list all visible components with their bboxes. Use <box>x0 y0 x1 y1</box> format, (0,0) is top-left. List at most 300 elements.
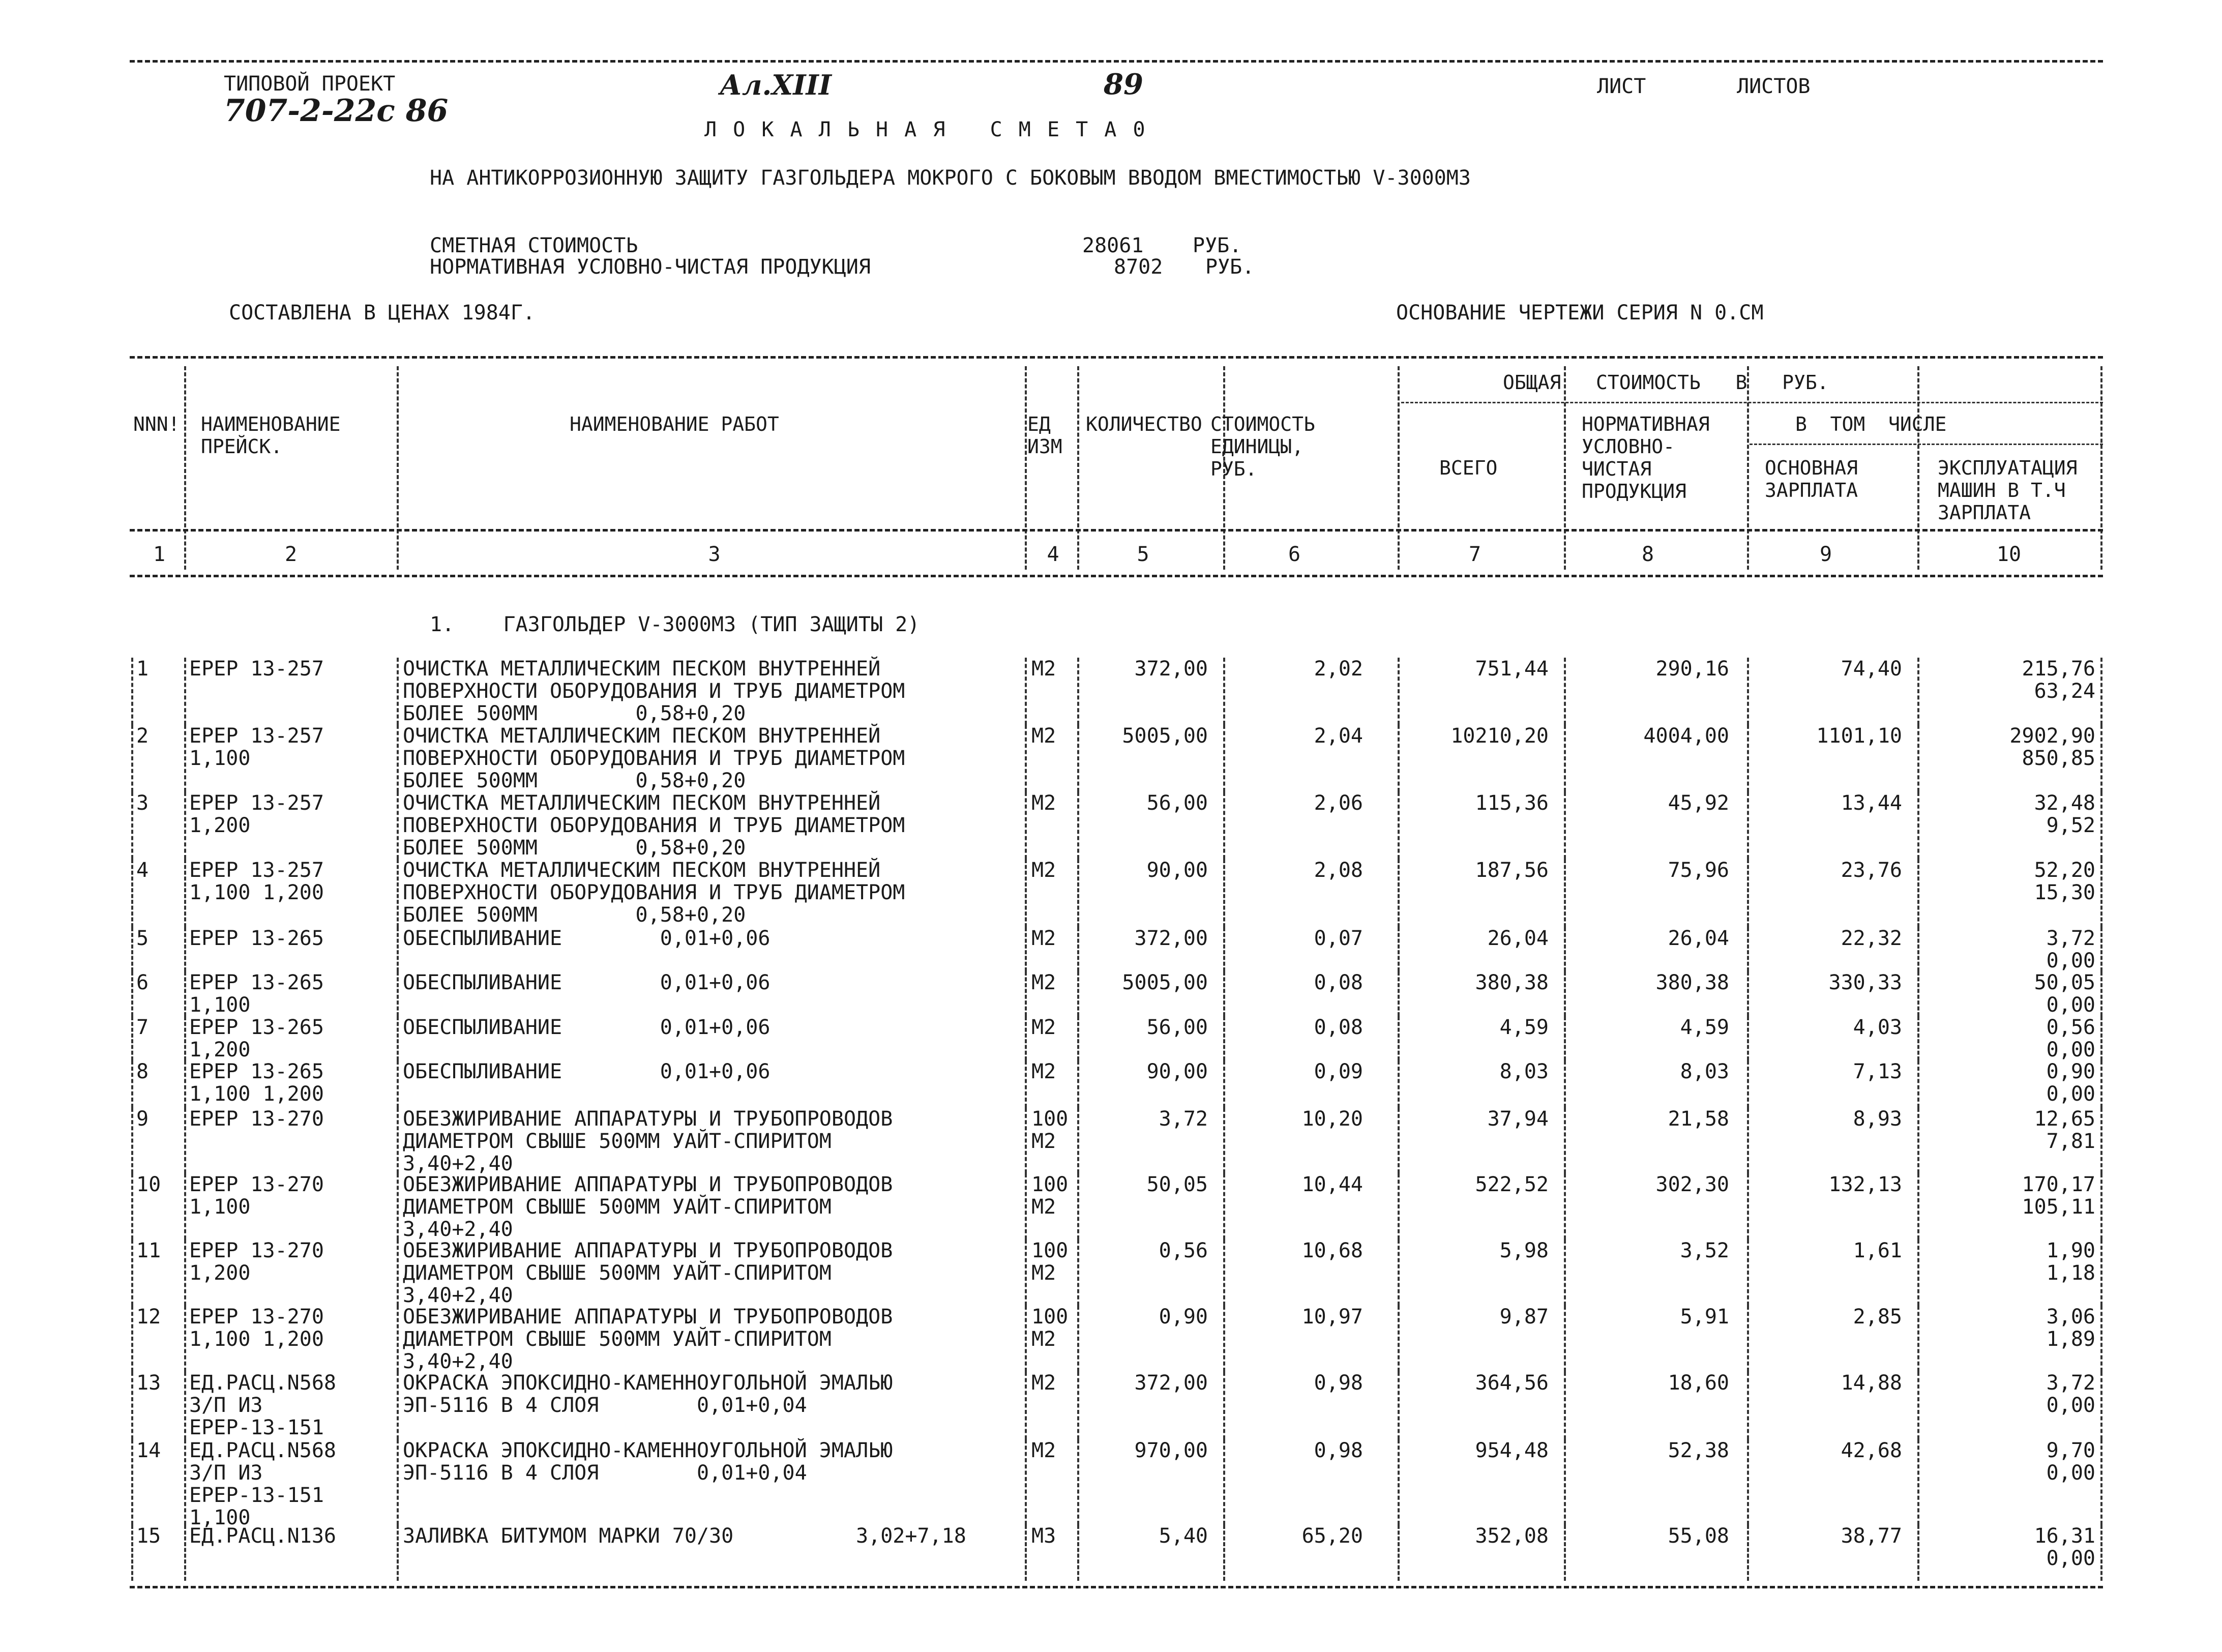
row-divider <box>397 927 399 971</box>
cell-code: ЕРЕР 13-265 1,100 <box>189 971 324 1017</box>
row-divider <box>1223 1306 1225 1372</box>
cell-code: ЕРЕР 13-265 1,100 1,200 <box>189 1060 324 1106</box>
cell-mach: 0,90 0,00 <box>2046 1060 2095 1106</box>
header-base-wage: ОСНОВНАЯ ЗАРПЛАТА <box>1765 457 1858 501</box>
row-divider <box>1564 1060 1566 1108</box>
cell-total: 26,04 <box>1487 927 1549 950</box>
row-left-edge <box>131 1060 133 1108</box>
row-divider <box>1223 792 1225 859</box>
row-divider <box>1025 725 1027 792</box>
row-divider <box>2100 1439 2102 1525</box>
cell-name: ОБЕСПЫЛИВАНИЕ 0,01+0,06 <box>403 1016 771 1039</box>
row-divider <box>1077 971 1079 1016</box>
cell-code: ЕД.РАСЦ.N568 З/П ИЗ ЕРЕР-13-151 <box>189 1371 336 1439</box>
cell-unit: М2 <box>1031 1439 1056 1462</box>
cell-name: ОКРАСКА ЭПОКСИДНО-КАМЕННОУГОЛЬНОЙ ЭМАЛЬЮ ЭП-5116 В 4 СЛОЯ 0,01+0,04 <box>403 1439 893 1485</box>
row-divider <box>1223 971 1225 1016</box>
cell-unit: М2 <box>1031 859 1056 882</box>
row-left-edge <box>131 1439 133 1525</box>
row-divider <box>1564 1108 1566 1173</box>
row-divider <box>1917 1306 1919 1372</box>
cell-name: ЗАЛИВКА БИТУМОМ МАРКИ 70/30 3,02+7,18 <box>403 1524 966 1548</box>
cell-norm: 302,30 <box>1655 1173 1729 1196</box>
cell-name: ОЧИСТКА МЕТАЛЛИЧЕСКИМ ПЕСКОМ ВНУТРЕННЕЙ ПОВЕРХНОСТИ ОБОРУДОВАНИЯ И ТРУБ ДИАМЕТРОМ БОЛЕЕ 500ММ 0,58+0,20 <box>403 791 905 860</box>
row-divider <box>1077 859 1079 927</box>
column-divider <box>1077 366 1079 570</box>
row-divider <box>1223 1525 1225 1581</box>
table-row <box>0 927 2222 971</box>
row-divider <box>2100 1240 2102 1306</box>
row-divider <box>2100 792 2102 859</box>
cell-norm: 52,38 <box>1668 1439 1729 1462</box>
row-divider <box>1398 1173 1400 1240</box>
table-row <box>0 1372 2222 1439</box>
table-row <box>0 1016 2222 1060</box>
row-divider <box>1077 1060 1079 1108</box>
cell-qty: 50,05 <box>1146 1173 1208 1196</box>
row-divider <box>1917 1372 1919 1439</box>
cell-wage: 22,32 <box>1841 927 1902 950</box>
album-number: Ал.XIII <box>720 69 832 101</box>
header-unit-cost: СТОИМОСТЬ ЕДИНИЦЫ, РУБ. <box>1210 413 1315 480</box>
row-divider <box>1747 1306 1749 1372</box>
row-divider <box>1025 1372 1027 1439</box>
cell-code: ЕРЕР 13-257 <box>189 657 324 681</box>
row-divider <box>1398 1016 1400 1060</box>
project-label: ТИПОВОЙ ПРОЕКТ <box>224 72 396 96</box>
row-divider <box>1917 971 1919 1016</box>
table-row <box>0 1306 2222 1372</box>
cell-unit: М2 <box>1031 1016 1056 1039</box>
row-divider <box>397 792 399 859</box>
row-divider <box>397 859 399 927</box>
cell-norm: 55,08 <box>1668 1524 1729 1548</box>
header-including-group: В ТОМ ЧИСЛЕ <box>1795 413 1947 435</box>
cell-price: 2,02 <box>1314 657 1363 681</box>
column-number: 5 <box>1137 543 1149 566</box>
cell-wage: 2,85 <box>1853 1305 1902 1329</box>
cell-name: ОБЕСПЫЛИВАНИЕ 0,01+0,06 <box>403 927 771 950</box>
row-divider <box>1025 1525 1027 1581</box>
row-divider <box>1564 1173 1566 1240</box>
cell-wage: 8,93 <box>1853 1107 1902 1131</box>
cell-total: 5,98 <box>1499 1239 1549 1262</box>
header-price-ref: НАИМЕНОВАНИЕ ПРЕЙСК. <box>201 413 341 458</box>
row-divider <box>1223 1060 1225 1108</box>
cell-price: 2,06 <box>1314 791 1363 815</box>
row-divider <box>1564 971 1566 1016</box>
row-divider <box>1747 1240 1749 1306</box>
sheet-label: ЛИСТ <box>1597 75 1646 98</box>
cell-wage: 1,61 <box>1853 1239 1902 1262</box>
row-divider <box>1025 1173 1027 1240</box>
row-divider <box>184 1306 186 1372</box>
row-divider <box>1747 1173 1749 1240</box>
row-left-edge <box>131 658 133 725</box>
cell-unit: М2 <box>1031 1060 1056 1083</box>
row-divider <box>1917 725 1919 792</box>
cell-total: 352,08 <box>1475 1524 1549 1548</box>
row-divider <box>2100 1016 2102 1060</box>
cell-mach: 9,70 0,00 <box>2046 1439 2095 1485</box>
row-left-edge <box>131 792 133 859</box>
row-divider <box>1223 658 1225 725</box>
cell-unit: 100 М2 <box>1031 1239 1069 1285</box>
row-divider <box>184 859 186 927</box>
cell-name: ОБЕСПЫЛИВАНИЕ 0,01+0,06 <box>403 1060 771 1083</box>
row-divider <box>1223 1173 1225 1240</box>
row-divider <box>1564 1306 1566 1372</box>
row-divider <box>1564 725 1566 792</box>
cell-total: 380,38 <box>1475 971 1549 994</box>
cell-wage: 13,44 <box>1841 791 1902 815</box>
cell-unit: М2 <box>1031 657 1056 681</box>
row-divider <box>2100 927 2102 971</box>
header-bottom-rule <box>130 529 2103 532</box>
row-left-edge <box>131 1173 133 1240</box>
column-number: 8 <box>1641 543 1654 566</box>
normative-product-label: НОРМАТИВНАЯ УСЛОВНО-ЧИСТАЯ ПРОДУКЦИЯ <box>430 255 871 279</box>
cell-n: 10 <box>136 1173 161 1196</box>
cell-norm: 5,91 <box>1680 1305 1729 1329</box>
cell-total: 115,36 <box>1475 791 1549 815</box>
row-divider <box>1077 1173 1079 1240</box>
cell-name: ОЧИСТКА МЕТАЛЛИЧЕСКИМ ПЕСКОМ ВНУТРЕННЕЙ ПОВЕРХНОСТИ ОБОРУДОВАНИЯ И ТРУБ ДИАМЕТРОМ БОЛЕЕ 500ММ 0,58+0,20 <box>403 859 905 927</box>
column-number: 6 <box>1288 543 1301 566</box>
cell-unit: М3 <box>1031 1524 1056 1548</box>
row-divider <box>1747 971 1749 1016</box>
table-row <box>0 658 2222 725</box>
row-divider <box>2100 1060 2102 1108</box>
row-divider <box>184 1240 186 1306</box>
cell-n: 2 <box>136 724 149 748</box>
cell-wage: 7,13 <box>1853 1060 1902 1083</box>
row-divider <box>1223 1372 1225 1439</box>
row-divider <box>397 1108 399 1173</box>
row-divider <box>1747 725 1749 792</box>
document-title: Л О К А Л Ь Н А Я С М Е Т А 0 <box>704 118 1147 141</box>
row-divider <box>1077 725 1079 792</box>
cell-n: 1 <box>136 657 149 681</box>
table-row <box>0 1439 2222 1529</box>
cell-price: 2,08 <box>1314 859 1363 882</box>
cell-n: 13 <box>136 1371 161 1395</box>
row-divider <box>1917 1060 1919 1108</box>
row-divider <box>1223 1108 1225 1173</box>
column-divider <box>397 366 399 570</box>
row-divider <box>1025 1439 1027 1525</box>
top-rule <box>130 60 2103 63</box>
cell-total: 522,52 <box>1475 1173 1549 1196</box>
cell-code: ЕД.РАСЦ.N136 <box>189 1524 336 1548</box>
cell-total: 954,48 <box>1475 1439 1549 1462</box>
row-divider <box>1398 1060 1400 1108</box>
cell-price: 0,09 <box>1314 1060 1363 1083</box>
header-including-rule <box>1750 444 2103 445</box>
cell-mach: 2902,90 850,85 <box>2009 724 2095 770</box>
estimated-cost-label: СМЕТНАЯ СТОИМОСТЬ <box>430 234 638 257</box>
cell-total: 751,44 <box>1475 657 1549 681</box>
cell-norm: 18,60 <box>1668 1371 1729 1395</box>
estimate-subject: НА АНТИКОРРОЗИОННУЮ ЗАЩИТУ ГАЗГОЛЬДЕРА МОКРОГО С БОКОВЫМ ВВОДОМ ВМЕСТИМОСТЬЮ V-3000М3 <box>430 166 1471 190</box>
row-divider <box>1747 1439 1749 1525</box>
row-divider <box>1025 859 1027 927</box>
cell-unit: М2 <box>1031 1371 1056 1395</box>
table-row <box>0 1060 2222 1108</box>
table-bottom-rule <box>130 1586 2103 1588</box>
cell-name: ОБЕЗЖИРИВАНИЕ АППАРАТУРЫ И ТРУБОПРОВОДОВ ДИАМЕТРОМ СВЫШЕ 500ММ УАЙТ-СПИРИТОМ 3,40+2,40 <box>403 1107 893 1175</box>
row-divider <box>1025 658 1027 725</box>
cell-code: ЕРЕР 13-270 1,100 1,200 <box>189 1305 324 1351</box>
cell-wage: 14,88 <box>1841 1371 1902 1395</box>
cell-qty: 372,00 <box>1134 657 1208 681</box>
row-divider <box>1917 1240 1919 1306</box>
row-divider <box>397 1306 399 1372</box>
row-divider <box>1077 1016 1079 1060</box>
row-divider <box>1223 1439 1225 1525</box>
column-number: 1 <box>153 543 166 566</box>
row-divider <box>1223 1240 1225 1306</box>
row-divider <box>1398 1108 1400 1173</box>
sheets-label: ЛИСТОВ <box>1737 75 1811 98</box>
header-group-rule <box>1401 402 2103 403</box>
row-divider <box>184 1372 186 1439</box>
row-divider <box>1747 859 1749 927</box>
row-divider <box>184 792 186 859</box>
row-divider <box>1747 1016 1749 1060</box>
table-row <box>0 971 2222 1016</box>
cell-wage: 42,68 <box>1841 1439 1902 1462</box>
cell-wage: 330,33 <box>1828 971 1902 994</box>
row-divider <box>1223 927 1225 971</box>
row-divider <box>1398 792 1400 859</box>
row-divider <box>397 1016 399 1060</box>
row-divider <box>2100 1108 2102 1173</box>
header-unit: ЕД ИЗМ <box>1027 413 1062 458</box>
cell-mach: 3,06 1,89 <box>2046 1305 2095 1351</box>
row-divider <box>184 1060 186 1108</box>
row-divider <box>2100 658 2102 725</box>
cell-qty: 56,00 <box>1146 1016 1208 1039</box>
cell-unit: 100 М2 <box>1031 1305 1069 1351</box>
row-divider <box>1917 927 1919 971</box>
cell-wage: 23,76 <box>1841 859 1902 882</box>
cell-norm: 75,96 <box>1668 859 1729 882</box>
row-divider <box>1917 859 1919 927</box>
cell-n: 14 <box>136 1439 161 1462</box>
cell-price: 65,20 <box>1301 1524 1363 1548</box>
row-divider <box>1398 1240 1400 1306</box>
cell-wage: 4,03 <box>1853 1016 1902 1039</box>
cell-qty: 372,00 <box>1134 927 1208 950</box>
cell-mach: 3,72 0,00 <box>2046 927 2095 972</box>
cell-mach: 32,48 9,52 <box>2034 791 2095 837</box>
page-number: 89 <box>1104 68 1143 101</box>
cell-mach: 0,56 0,00 <box>2046 1016 2095 1061</box>
row-divider <box>1398 658 1400 725</box>
row-divider <box>1025 792 1027 859</box>
row-divider <box>184 1525 186 1581</box>
row-divider <box>184 927 186 971</box>
row-divider <box>2100 859 2102 927</box>
row-divider <box>1917 1173 1919 1240</box>
header-quantity: КОЛИЧЕСТВО <box>1086 413 1202 435</box>
column-divider <box>1747 366 1749 570</box>
normative-product-unit: РУБ. <box>1205 255 1255 279</box>
header-machine-operation: ЭКСПЛУАТАЦИЯ МАШИН В Т.Ч ЗАРПЛАТА <box>1938 457 2078 524</box>
row-divider <box>1564 1016 1566 1060</box>
column-number: 7 <box>1468 543 1482 566</box>
row-divider <box>184 725 186 792</box>
cell-mach: 16,31 0,00 <box>2034 1524 2095 1570</box>
row-divider <box>184 658 186 725</box>
row-divider <box>184 1108 186 1173</box>
cell-qty: 90,00 <box>1146 859 1208 882</box>
cell-name: ОБЕЗЖИРИВАНИЕ АППАРАТУРЫ И ТРУБОПРОВОДОВ ДИАМЕТРОМ СВЫШЕ 500ММ УАЙТ-СПИРИТОМ 3,40+2,40 <box>403 1173 893 1241</box>
cell-code: ЕРЕР 13-270 1,200 <box>189 1239 324 1285</box>
cell-n: 9 <box>136 1107 149 1131</box>
cell-total: 9,87 <box>1499 1305 1549 1329</box>
cell-unit: 100 М2 <box>1031 1173 1069 1219</box>
header-row-number: NNN! <box>133 413 180 435</box>
row-divider <box>1747 792 1749 859</box>
row-divider <box>1564 792 1566 859</box>
cell-qty: 970,00 <box>1134 1439 1208 1462</box>
row-divider <box>1564 1372 1566 1439</box>
table-top-rule <box>130 356 2103 359</box>
cell-n: 6 <box>136 971 149 994</box>
cell-n: 4 <box>136 859 149 882</box>
row-divider <box>1917 1016 1919 1060</box>
cell-unit: М2 <box>1031 724 1056 748</box>
header-total-cost-group: ОБЩАЯ СТОИМОСТЬ В РУБ. <box>1503 371 1829 394</box>
row-divider <box>1025 1060 1027 1108</box>
row-divider <box>1077 1439 1079 1525</box>
normative-product-value: 8702 <box>1114 255 1163 279</box>
row-divider <box>1398 859 1400 927</box>
cell-qty: 372,00 <box>1134 1371 1208 1395</box>
row-divider <box>1077 1240 1079 1306</box>
cell-mach: 1,90 1,18 <box>2046 1239 2095 1285</box>
cell-total: 187,56 <box>1475 859 1549 882</box>
column-divider <box>1917 366 1919 570</box>
cell-mach: 3,72 0,00 <box>2046 1371 2095 1417</box>
row-divider <box>1223 859 1225 927</box>
row-divider <box>1564 927 1566 971</box>
column-divider <box>1398 366 1400 570</box>
row-divider <box>1077 792 1079 859</box>
cell-code: ЕРЕР 13-265 <box>189 927 324 950</box>
cell-mach: 52,20 15,30 <box>2034 859 2095 904</box>
cell-n: 8 <box>136 1060 149 1083</box>
row-divider <box>397 658 399 725</box>
row-left-edge <box>131 1372 133 1439</box>
cell-n: 12 <box>136 1305 161 1329</box>
cell-mach: 50,05 0,00 <box>2034 971 2095 1017</box>
cell-total: 364,56 <box>1475 1371 1549 1395</box>
row-divider <box>1025 1016 1027 1060</box>
prices-note: СОСТАВЛЕНА В ЦЕНАХ 1984Г. <box>229 301 536 324</box>
row-divider <box>1077 1108 1079 1173</box>
cell-price: 0,08 <box>1314 1016 1363 1039</box>
row-left-edge <box>131 1108 133 1173</box>
cell-norm: 4,59 <box>1680 1016 1729 1039</box>
row-divider <box>1564 658 1566 725</box>
row-left-edge <box>131 1525 133 1581</box>
cell-code: ЕРЕР 13-270 <box>189 1107 324 1131</box>
row-divider <box>397 1525 399 1581</box>
cell-code: ЕД.РАСЦ.N568 З/П ИЗ ЕРЕР-13-151 1,100 <box>189 1439 336 1529</box>
row-divider <box>184 1173 186 1240</box>
row-divider <box>1077 658 1079 725</box>
cell-price: 0,98 <box>1314 1439 1363 1462</box>
cell-code: ЕРЕР 13-257 1,100 1,200 <box>189 859 324 904</box>
cell-name: ОБЕЗЖИРИВАНИЕ АППАРАТУРЫ И ТРУБОПРОВОДОВ ДИАМЕТРОМ СВЫШЕ 500ММ УАЙТ-СПИРИТОМ 3,40+2,40 <box>403 1239 893 1307</box>
row-divider <box>1025 927 1027 971</box>
row-divider <box>2100 1372 2102 1439</box>
cell-wage: 1101,10 <box>1816 724 1902 748</box>
row-divider <box>1398 725 1400 792</box>
row-divider <box>1747 1525 1749 1581</box>
row-divider <box>1747 658 1749 725</box>
cell-mach: 215,76 63,24 <box>2022 657 2095 703</box>
table-row <box>0 1173 2222 1240</box>
row-divider <box>1077 1525 1079 1581</box>
row-divider <box>1917 792 1919 859</box>
row-divider <box>397 1439 399 1525</box>
section-title: 1. ГАЗГОЛЬДЕР V-3000М3 (ТИП ЗАЩИТЫ 2) <box>430 613 920 636</box>
row-divider <box>1077 927 1079 971</box>
row-divider <box>1223 1016 1225 1060</box>
cell-code: ЕРЕР 13-257 1,100 <box>189 724 324 770</box>
estimated-cost-unit: РУБ. <box>1193 234 1242 257</box>
cell-qty: 0,90 <box>1159 1305 1208 1329</box>
row-divider <box>1747 1060 1749 1108</box>
row-divider <box>184 971 186 1016</box>
row-divider <box>2100 971 2102 1016</box>
table-row <box>0 792 2222 859</box>
cell-total: 37,94 <box>1487 1107 1549 1131</box>
row-divider <box>397 1372 399 1439</box>
row-divider <box>1025 1306 1027 1372</box>
cell-n: 15 <box>136 1524 161 1548</box>
row-left-edge <box>131 1016 133 1060</box>
row-divider <box>1398 971 1400 1016</box>
cell-name: ОКРАСКА ЭПОКСИДНО-КАМЕННОУГОЛЬНОЙ ЭМАЛЬЮ ЭП-5116 В 4 СЛОЯ 0,01+0,04 <box>403 1371 893 1417</box>
table-row <box>0 725 2222 792</box>
cell-qty: 3,72 <box>1159 1107 1208 1131</box>
row-left-edge <box>131 859 133 927</box>
cell-unit: 100 М2 <box>1031 1107 1069 1153</box>
column-number: 9 <box>1819 543 1832 566</box>
row-divider <box>1398 927 1400 971</box>
row-divider <box>1564 1240 1566 1306</box>
cell-total: 10210,20 <box>1450 724 1549 748</box>
row-divider <box>2100 725 2102 792</box>
column-divider <box>184 366 186 570</box>
row-divider <box>397 1240 399 1306</box>
row-divider <box>1917 658 1919 725</box>
column-number: 4 <box>1047 543 1059 566</box>
cell-qty: 90,00 <box>1146 1060 1208 1083</box>
cell-name: ОБЕЗЖИРИВАНИЕ АППАРАТУРЫ И ТРУБОПРОВОДОВ ДИАМЕТРОМ СВЫШЕ 500ММ УАЙТ-СПИРИТОМ 3,40+2,40 <box>403 1305 893 1373</box>
row-left-edge <box>131 1240 133 1306</box>
cell-n: 7 <box>136 1016 149 1039</box>
cell-name: ОЧИСТКА МЕТАЛЛИЧЕСКИМ ПЕСКОМ ВНУТРЕННЕЙ ПОВЕРХНОСТИ ОБОРУДОВАНИЯ И ТРУБ ДИАМЕТРОМ БОЛЕЕ 500ММ 0,58+0,20 <box>403 724 905 792</box>
cell-total: 4,59 <box>1499 1016 1549 1039</box>
cell-code: ЕРЕР 13-270 1,100 <box>189 1173 324 1219</box>
row-divider <box>397 725 399 792</box>
